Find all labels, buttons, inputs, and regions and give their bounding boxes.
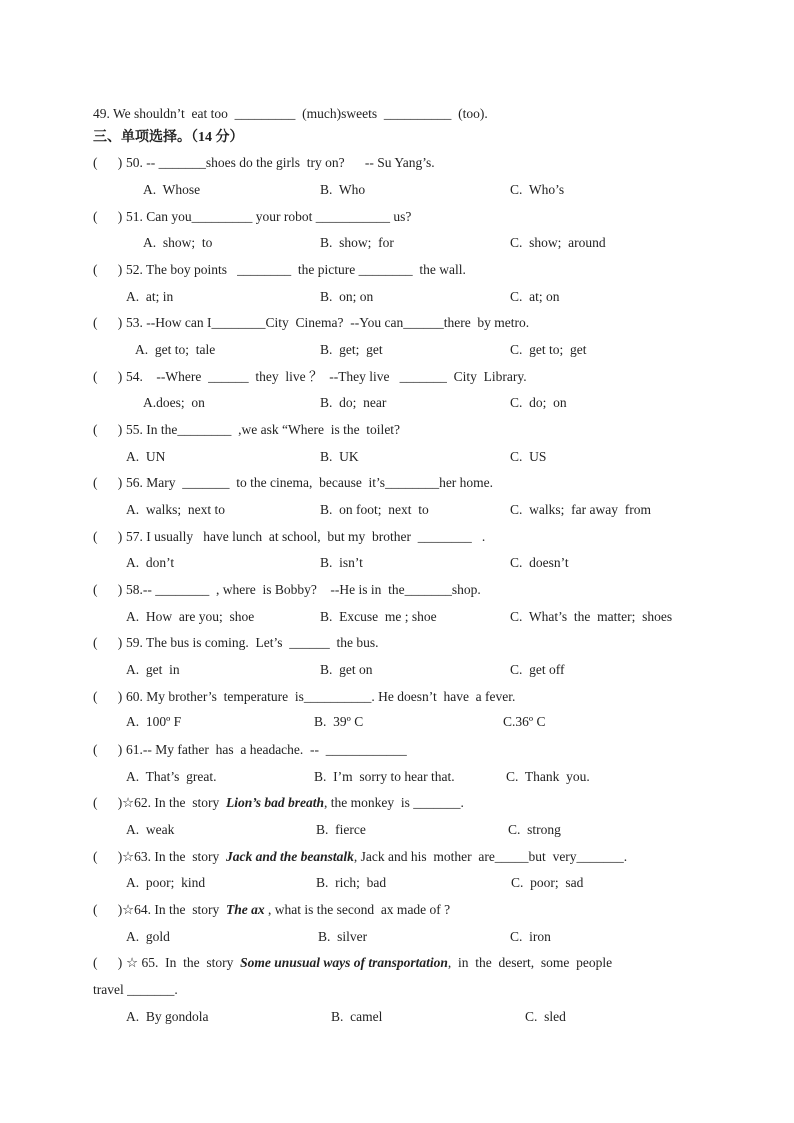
answer-paren[interactable]: ( ) — [93, 902, 123, 917]
option-a: A. at; in — [126, 289, 174, 304]
option-a: A. weak — [126, 822, 175, 837]
option-a: A. walks; next to — [126, 502, 225, 517]
option-c: C. Who’s — [510, 182, 565, 197]
story-title: Some unusual ways of transportation — [240, 955, 448, 970]
option-c: C.36º C — [503, 714, 546, 729]
question-51: 51. Can you_________ your robot ___________ us? — [126, 209, 412, 224]
answer-paren[interactable]: ( ) — [93, 155, 123, 170]
answer-paren[interactable]: ( ) — [93, 369, 123, 384]
question-63-prefix: ☆63. In the story — [122, 849, 226, 864]
option-b: B. I’m sorry to hear that. — [314, 769, 455, 784]
option-c: C. sled — [525, 1009, 566, 1024]
option-a: A. poor; kind — [126, 875, 206, 890]
story-title: Jack and the beanstalk — [225, 849, 354, 864]
question-57: 57. I usually have lunch at school, but my brother ________ . — [126, 529, 486, 544]
option-c: C. iron — [510, 929, 551, 944]
option-b: B. get on — [320, 662, 373, 677]
option-a: A. get to; tale — [135, 342, 216, 357]
question-64-suffix: , what is the second ax made of ? — [264, 902, 451, 917]
question-60: 60. My brother’s temperature is__________. He doesn’t have a fever. — [126, 689, 516, 704]
option-b: B. rich; bad — [316, 875, 387, 890]
answer-paren[interactable]: ( ) — [93, 635, 123, 650]
question-55: 55. In the________ ,we ask “Where is the toilet? — [126, 422, 401, 437]
question-50: 50. -- _______shoes do the girls try on? -- Su Yang’s. — [126, 155, 435, 170]
option-a: A. Whose — [143, 182, 201, 197]
story-title: The ax — [225, 902, 265, 917]
option-b: B. silver — [318, 929, 368, 944]
answer-paren[interactable]: ( ) — [93, 795, 123, 810]
option-b: B. UK — [320, 449, 359, 464]
option-b: B. isn’t — [320, 555, 363, 570]
option-b: B. on; on — [320, 289, 374, 304]
option-c: C. What’s the matter; shoes — [510, 609, 673, 624]
answer-paren[interactable]: ( ) — [93, 955, 123, 970]
option-a: A. show; to — [143, 235, 213, 250]
question-64 — [122, 902, 450, 918]
option-a: A. By gondola — [126, 1009, 209, 1024]
option-b: B. get; get — [320, 342, 383, 357]
question-65-prefix: ☆ 65. In the story — [126, 955, 241, 970]
question-54: 54. --Where ______ they live ？ --They live _______ City Library. — [126, 369, 527, 384]
answer-paren[interactable]: ( ) — [93, 475, 123, 490]
option-c: C. at; on — [510, 289, 560, 304]
question-56: 56. Mary _______ to the cinema, because it’s________her home. — [126, 475, 494, 490]
question-63 — [122, 849, 627, 865]
section-title: 三、单项选择。（14 分） — [93, 130, 244, 145]
option-b: B. fierce — [316, 822, 366, 837]
question-52: 52. The boy points ________ the picture ________ the wall. — [126, 262, 466, 277]
option-b: B. on foot; next to — [320, 502, 429, 517]
story-title: Lion’s bad breath — [225, 795, 324, 810]
question-61: 61.-- My father has a headache. -- ____________ — [126, 742, 407, 757]
answer-paren[interactable]: ( ) — [93, 529, 123, 544]
option-a: A. get in — [126, 662, 180, 677]
option-b: B. Who — [320, 182, 366, 197]
option-a: A. That’s great. — [126, 769, 217, 784]
answer-paren[interactable]: ( ) — [93, 422, 123, 437]
option-c: C. strong — [508, 822, 561, 837]
answer-paren[interactable]: ( ) — [93, 849, 123, 864]
answer-paren[interactable]: ( ) — [93, 689, 123, 704]
answer-paren[interactable]: ( ) — [93, 582, 123, 597]
question-62-suffix: , the monkey is _______. — [323, 795, 464, 810]
answer-paren[interactable]: ( ) — [93, 209, 123, 224]
option-c: C. Thank you. — [506, 769, 590, 784]
option-a: A. gold — [126, 929, 170, 944]
option-c: C. do; on — [510, 395, 567, 410]
question-65-continuation: travel _______. — [93, 982, 178, 997]
question-58: 58.-- ________ , where is Bobby? --He is in the_______shop. — [126, 582, 481, 597]
answer-paren[interactable]: ( ) — [93, 742, 123, 757]
option-b: B. do; near — [320, 395, 387, 410]
option-c: C. walks; far away from — [510, 502, 651, 517]
question-63-suffix: , Jack and his mother are_____but very_______. — [353, 849, 628, 864]
option-c: C. get off — [510, 662, 565, 677]
option-b: B. show; for — [320, 235, 394, 250]
question-64-prefix: ☆64. In the story — [122, 902, 226, 917]
option-b: B. Excuse me ; shoe — [320, 609, 437, 624]
option-a: A. UN — [126, 449, 166, 464]
option-c: C. US — [510, 449, 547, 464]
option-a: A.does; on — [143, 395, 205, 410]
question-65-suffix: , in the desert, some people — [447, 955, 613, 970]
option-a: A. How are you; shoe — [126, 609, 255, 624]
option-b: B. camel — [331, 1009, 383, 1024]
answer-paren[interactable]: ( ) — [93, 262, 123, 277]
question-49: 49. We shouldn’t eat too _________ (much)sweets __________ (too). — [93, 106, 488, 121]
question-59: 59. The bus is coming. Let’s ______ the bus. — [126, 635, 379, 650]
question-62-prefix: ☆62. In the story — [122, 795, 226, 810]
option-a: A. don’t — [126, 555, 175, 570]
question-62 — [122, 795, 464, 811]
option-c: C. doesn’t — [510, 555, 569, 570]
question-65 — [126, 955, 612, 971]
question-53: 53. --How can I________City Cinema? --You can______there by metro. — [126, 315, 530, 330]
option-c: C. poor; sad — [511, 875, 584, 890]
option-c: C. get to; get — [510, 342, 587, 357]
option-a: A. 100º F — [126, 714, 182, 729]
option-b: B. 39º C — [314, 714, 364, 729]
option-c: C. show; around — [510, 235, 606, 250]
answer-paren[interactable]: ( ) — [93, 315, 123, 330]
